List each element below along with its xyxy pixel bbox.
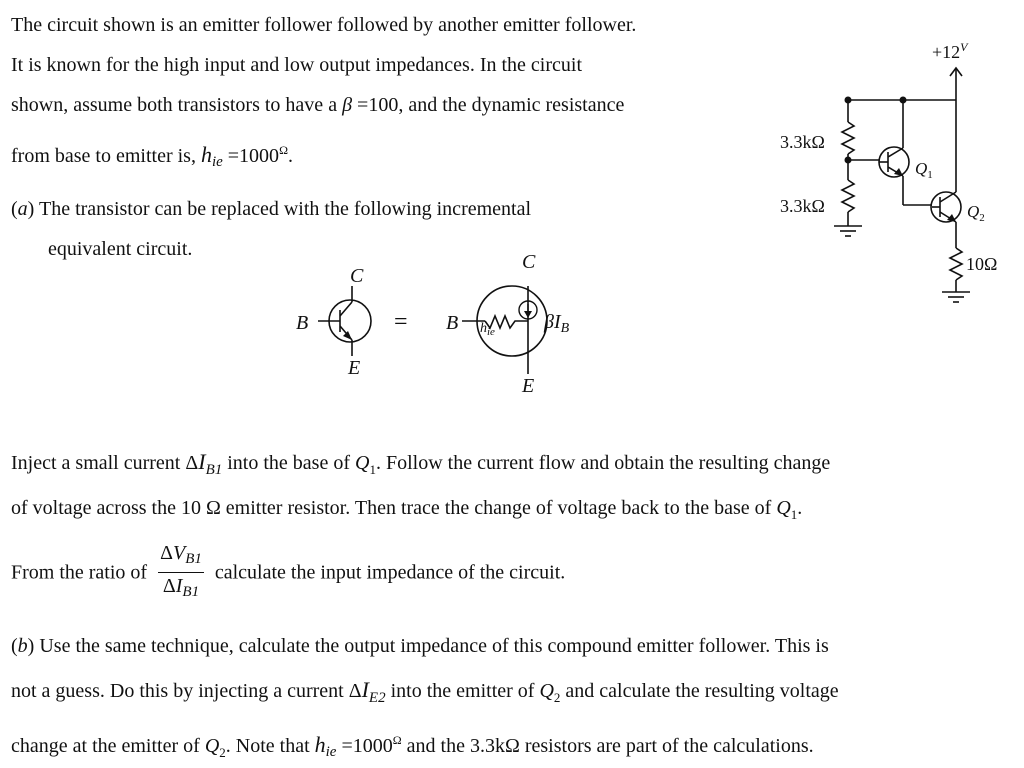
- r3-label: 10Ω: [966, 254, 998, 274]
- part-b-line-2: not a guess. Do this by injecting a current $\Delta I_{E2}$ into the emitter of $Q_2$ and calculate the resulting voltage: [11, 677, 839, 706]
- intro-line-3: shown, assume both transistors to have a β =100, and the dynamic resistance: [11, 94, 625, 116]
- equiv-e2-label: E: [522, 375, 535, 397]
- part-a-line-2: equivalent circuit.: [48, 238, 193, 260]
- equivalent-circuit-figure: [290, 250, 610, 400]
- equiv-e1-label: E: [348, 357, 361, 379]
- inject-line-3: From the ratio of $\frac{\Delta V_{B1}}{\Delta I_{B1}}$ calculate the input impedance of the circuit.: [11, 540, 565, 600]
- circuit-schematic: [770, 30, 1020, 320]
- inject-line-2: of voltage across the 10 Ω emitter resistor. Then trace the change of voltage back to the base of $Q_1$.: [11, 497, 803, 522]
- intro-line-1: The circuit shown is an emitter follower followed by another emitter follower.: [11, 14, 637, 36]
- part-a-line-1: (a) The transistor can be replaced with the following incremental: [11, 198, 532, 220]
- equiv-b2-label: B: [446, 312, 459, 334]
- r2-label: 3.3kΩ: [780, 196, 825, 216]
- intro-line-4: from base to emitter is, $h_{ie} =1000^\Omega$.: [11, 142, 293, 170]
- equiv-c1-label: C: [350, 265, 364, 287]
- equiv-c2-label: C: [522, 251, 536, 273]
- part-b-line-3: change at the emitter of $Q_2$. Note that $h_{ie} =1000^\Omega$ and the 3.3kΩ resistors are part of the calculations.: [11, 732, 814, 760]
- equiv-hie-label: $h_{ie}$: [480, 321, 495, 338]
- supply-label: $+12^V$: [932, 40, 968, 62]
- impedance-ratio-fraction: $\frac{\Delta V_{B1}}{\Delta I_{B1}}$: [160, 542, 202, 600]
- r1-label: 3.3kΩ: [780, 132, 825, 152]
- inject-line-1: Inject a small current $\Delta I_{B1}$ into the base of $Q_1$. Follow the current flow and obtain the resulting change: [11, 449, 831, 478]
- equiv-equals: =: [394, 309, 408, 335]
- part-b-line-1: (b) Use the same technique, calculate the output impedance of this compound emitter follower. This is: [11, 635, 829, 657]
- equiv-source-label: $\beta I_B$: [544, 311, 570, 336]
- q1-label: $Q_1$: [915, 159, 933, 181]
- equiv-b1-label: B: [296, 312, 309, 334]
- transistor-symbol-icon: [318, 286, 371, 356]
- q2-label: $Q_2$: [967, 202, 985, 224]
- intro-line-2: It is known for the high input and low output impedances. In the circuit: [11, 54, 582, 76]
